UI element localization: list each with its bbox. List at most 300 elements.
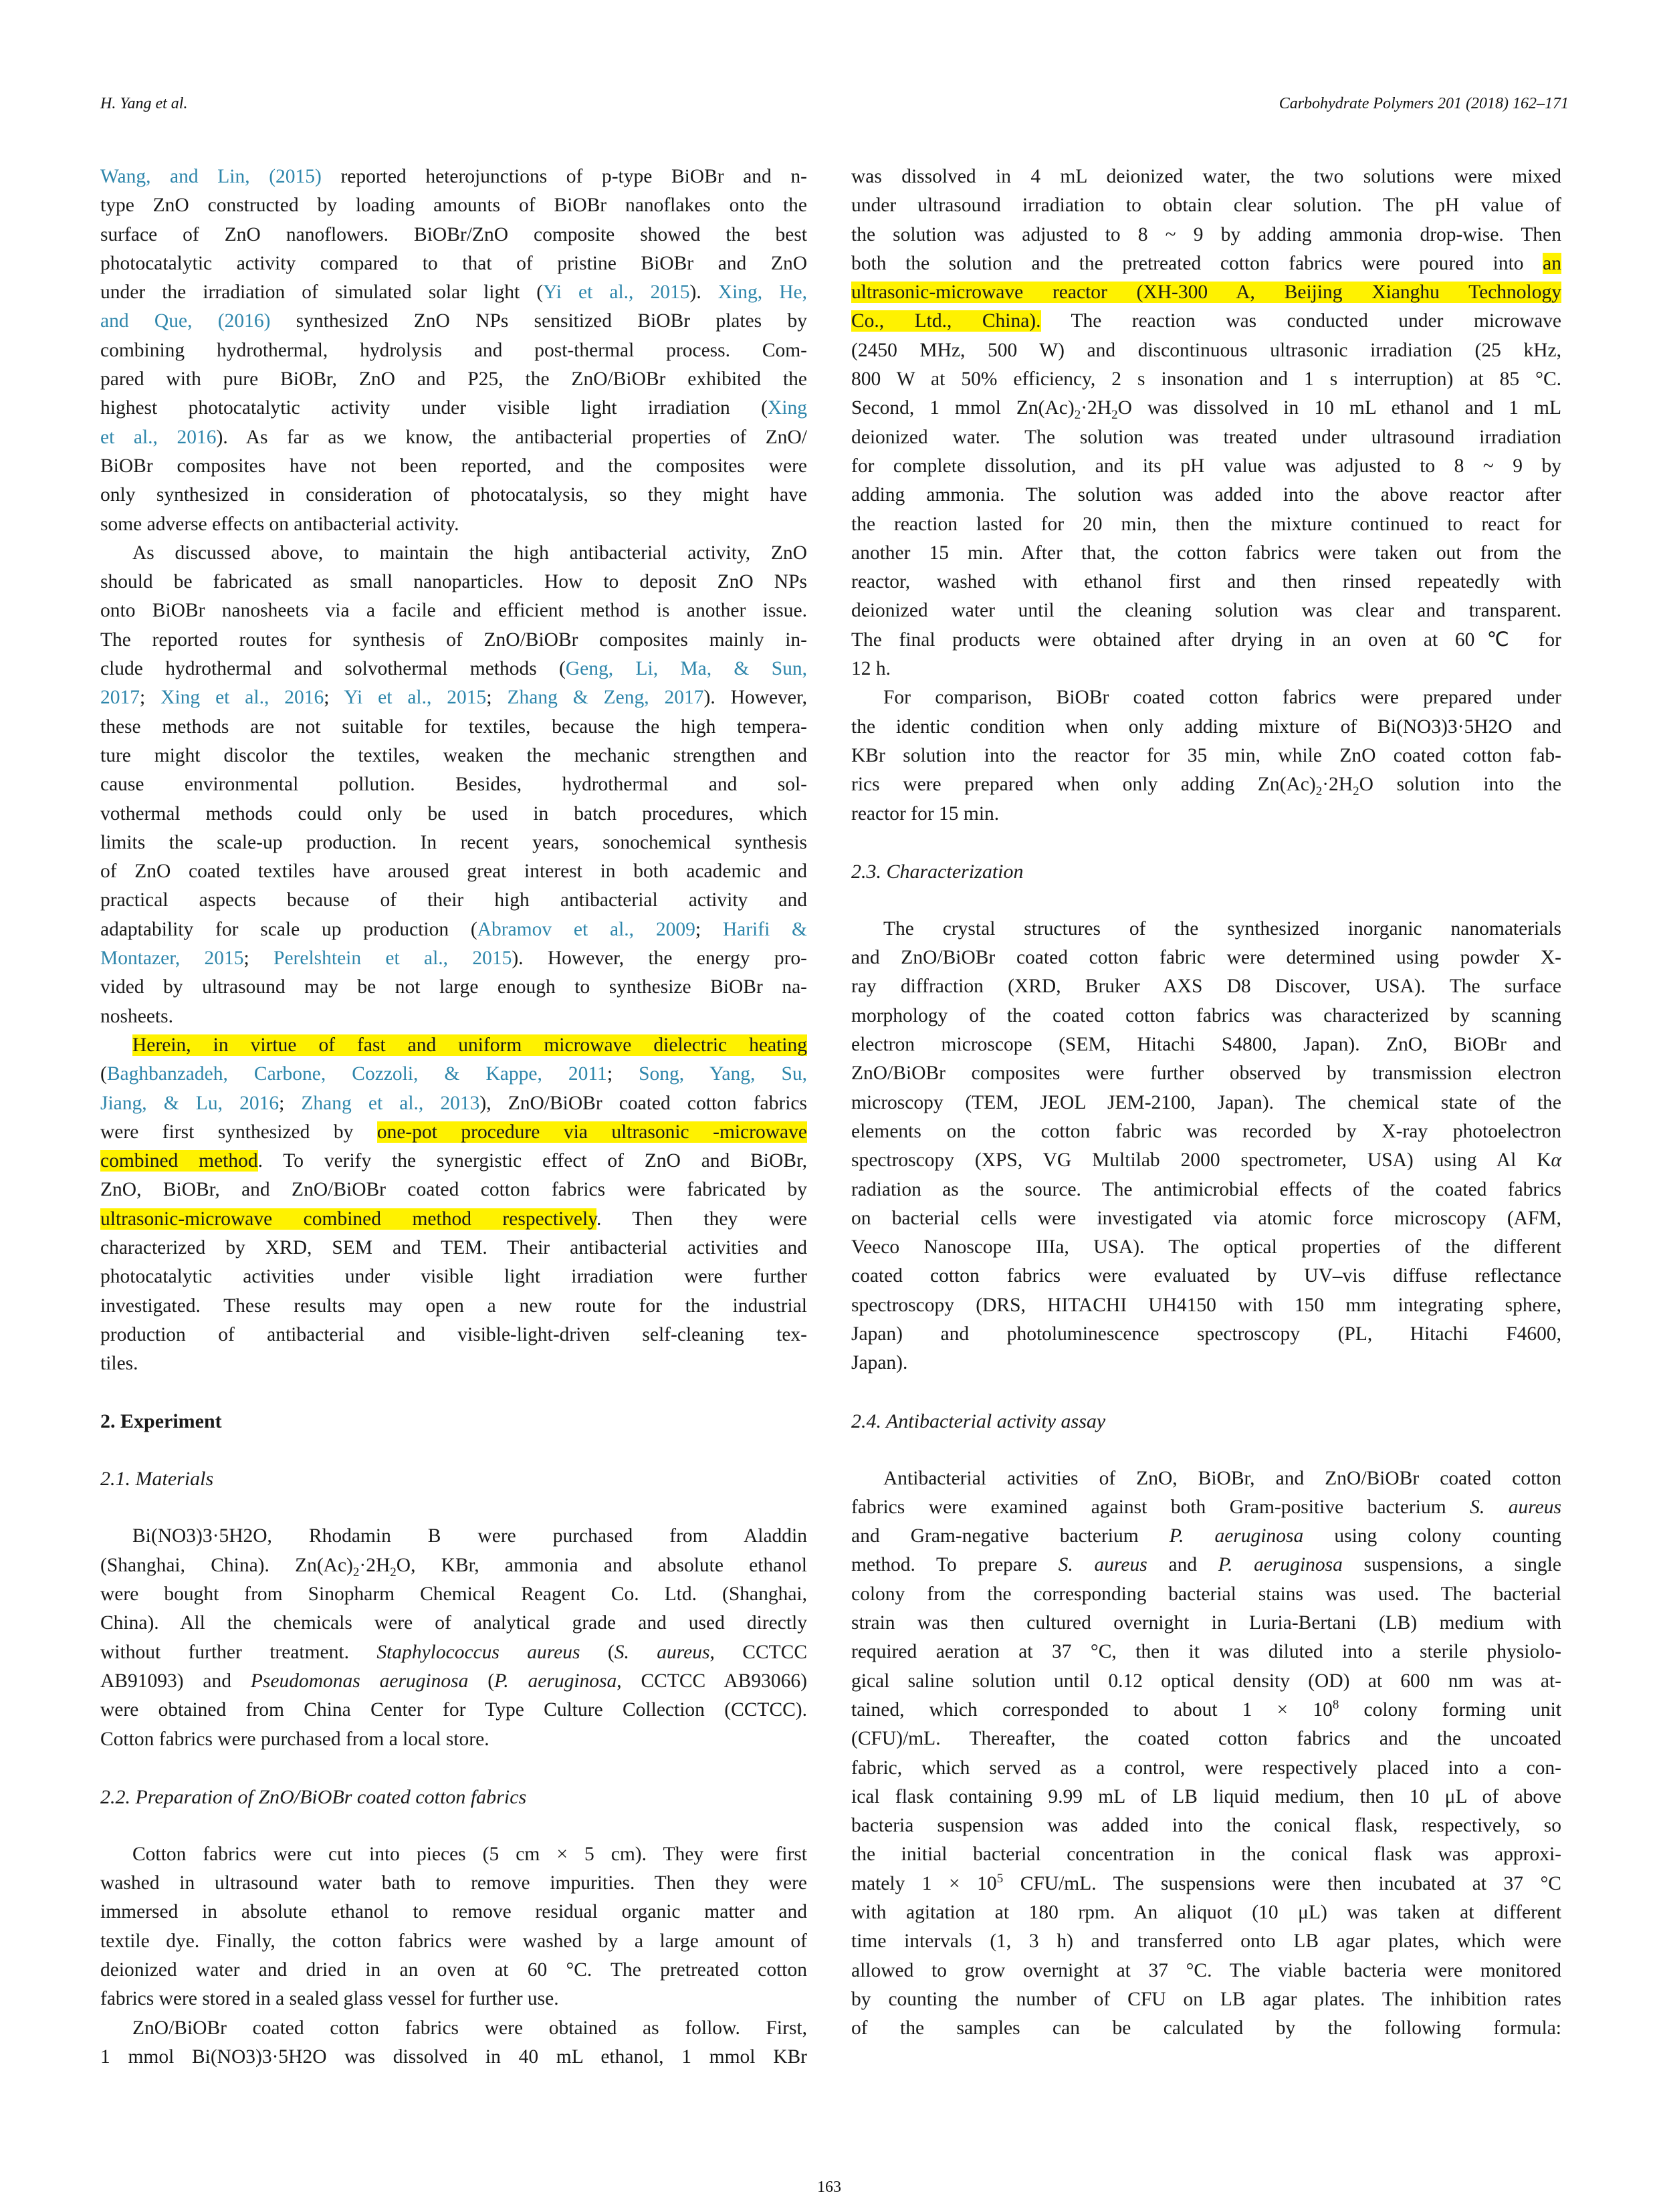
text-line (100, 539, 807, 568)
italic-text: P. aeruginosa (1218, 1554, 1343, 1576)
text-line (851, 191, 1561, 220)
citation-link[interactable]: Song, Yang, Su, (639, 1063, 807, 1085)
text-line (851, 539, 1561, 568)
text-line (851, 1725, 1561, 1753)
subscript: 2 (352, 1565, 360, 1579)
text-span: nosheets. (100, 1005, 173, 1027)
text-span: under ultrasound irradiation to obtain clear solution. The pH value of (851, 195, 1561, 217)
text-line (100, 1696, 807, 1725)
text-line (100, 249, 807, 278)
citation-link[interactable]: Zhang et al., 2013 (301, 1092, 480, 1114)
text-line (100, 1060, 807, 1089)
text-line (851, 596, 1561, 625)
text-span: The reaction was conducted under microwave (1040, 310, 1561, 332)
text-line (100, 423, 807, 452)
text-line (851, 655, 1561, 683)
text-span: vothermal methods could only be used in batch procedures, which (100, 802, 807, 824)
text-span: ray diffraction (XRD, Bruker AXS D8 Discover, USA). The surface (851, 976, 1561, 998)
text-line (100, 1234, 807, 1262)
text-line (100, 800, 807, 828)
text-span: on bacterial cells were investigated via atomic force microscopy (AFM, (851, 1207, 1561, 1229)
text-line (100, 1869, 807, 1898)
text-line (851, 307, 1561, 336)
text-line (851, 1059, 1561, 1088)
section-spacer (100, 1493, 807, 1522)
text-line (851, 1580, 1561, 1609)
text-span: were bought from Sinopharm Chemical Reagent Co. Ltd. (Shanghai, (100, 1583, 807, 1606)
section-spacer (851, 886, 1561, 915)
text-span: ( (468, 1670, 495, 1692)
citation-link[interactable]: Geng, Li, Ma, & Sun, (565, 658, 807, 680)
italic-text: P. aeruginosa (494, 1670, 617, 1692)
text-span: pared with pure BiOBr, ZnO and P25, the ZnO/BiOBr exhibited the (100, 368, 807, 391)
text-span: and ZnO/BiOBr coated cotton fabric were determined using powder X- (851, 947, 1561, 969)
paragraph (100, 162, 807, 539)
text-span: ZnO/BiOBr coated cotton fabrics were obtained as follow. First, (132, 2017, 807, 2039)
text-line (851, 1667, 1561, 1696)
citation-link[interactable]: Xing et al., 2016 (160, 687, 324, 709)
text-span: ; (695, 918, 723, 940)
text-line (100, 1349, 807, 1378)
text-line (851, 1233, 1561, 1262)
citation-link[interactable]: Harifi & (722, 918, 808, 940)
text-span: were obtained from China Center for Type Culture Collection (CCTCC). (100, 1699, 807, 1721)
text-span: investigated. These results may open a new route for the industrial (100, 1295, 807, 1317)
text-span: by counting the number of CFU on LB agar plates. The inhibition rates (851, 1988, 1561, 2010)
text-line (851, 1176, 1561, 1204)
highlighted-text: Herein, in virtue of fast and uniform microwave dielectric heating (132, 1034, 807, 1056)
text-span: these methods are not suitable for textiles, because the high tempera- (100, 715, 807, 738)
text-span: ·2H (1081, 397, 1112, 419)
text-span: ZnO, BiOBr, and ZnO/BiOBr coated cotton fabrics were fabricated by (100, 1179, 807, 1201)
text-line (851, 1349, 1561, 1377)
text-span: As discussed above, to maintain the high antibacterial activity, ZnO (132, 542, 807, 564)
text-span: vided by ultrasound may be not large enough to synthesize BiOBr na- (100, 976, 807, 998)
text-span: was dissolved in 4 mL deionized water, the two solutions were mixed (851, 166, 1561, 187)
text-span: were first synthesized by (100, 1121, 377, 1143)
text-line (851, 1927, 1561, 1956)
text-span: fabrics were stored in a sealed glass vessel for further use. (100, 1988, 559, 2010)
text-span: spectroscopy (DRS, HITACHI UH4150 with 150 mm integrating sphere, (851, 1294, 1561, 1316)
citation-link[interactable]: Yi et al., 2015 (344, 687, 487, 709)
text-line (100, 394, 807, 423)
text-line (851, 365, 1561, 394)
text-line (100, 1031, 807, 1060)
citation-link[interactable]: Wang, and Lin, (2015) (100, 166, 322, 187)
citation-link[interactable]: Xing (768, 397, 807, 419)
text-line (100, 1321, 807, 1349)
running-header-journal: Carbohydrate Polymers 201 (2018) 162–171 (1279, 95, 1569, 112)
text-span: suspensions, a single (1342, 1554, 1561, 1576)
text-span: some adverse effects on antibacterial activity. (100, 513, 459, 535)
text-span: Antibacterial activities of ZnO, BiOBr, and ZnO/BiOBr coated cotton (883, 1467, 1561, 1489)
subscript: 2 (1353, 784, 1359, 799)
subscript: 2 (390, 1565, 397, 1579)
text-span: rics were prepared when only adding Zn(Ac) (851, 774, 1316, 796)
text-line (100, 1551, 807, 1580)
paragraph (851, 1464, 1561, 2043)
text-line (851, 1609, 1561, 1638)
text-line (100, 742, 807, 770)
superscript: 8 (1332, 1698, 1339, 1712)
text-span: ·2H (1322, 774, 1353, 796)
citation-link[interactable]: Zhang & Zeng, 2017 (507, 687, 704, 709)
text-span: only synthesized in consideration of photocatalysis, so they might have (100, 484, 807, 506)
text-line (851, 944, 1561, 972)
text-line (100, 1205, 807, 1234)
text-span: Bi(NO3)3·5H2O, Rhodamin B were purchased from Aladdin (132, 1525, 807, 1547)
text-line (100, 307, 807, 336)
highlighted-text: an (1543, 252, 1561, 274)
section-spacer (851, 828, 1561, 857)
text-line (100, 568, 807, 596)
text-span: adaptability for scale up production ( (100, 918, 477, 940)
paragraph (851, 683, 1561, 828)
right-column (851, 162, 1561, 2043)
text-line (851, 770, 1561, 799)
text-line (851, 1262, 1561, 1291)
text-line (851, 452, 1561, 481)
text-span: ·2H (359, 1554, 391, 1576)
text-line (851, 394, 1561, 423)
citation-link[interactable]: Jiang, & Lu, 2016 (100, 1092, 280, 1114)
text-span: BiOBr composites have not been reported, and the composites were (100, 455, 807, 477)
text-span: synthesized ZnO NPs sensitized BiOBr plates by (270, 310, 807, 332)
text-line (100, 1638, 807, 1667)
text-span: surface of ZnO nanoflowers. BiOBr/ZnO composite showed the best (100, 223, 807, 245)
highlighted-text: ultrasonic-microwave combined method respectively (100, 1208, 597, 1230)
text-span: elements on the cotton fabric was recorded by X-ray photoelectron (851, 1120, 1561, 1142)
text-line (100, 1898, 807, 1926)
text-span: ). However, (703, 687, 807, 709)
text-line (100, 336, 807, 365)
text-span: coated cotton fabrics were evaluated by UV–vis diffuse reflectance (851, 1265, 1561, 1287)
highlighted-text: one-pot procedure via ultrasonic -microwave (376, 1121, 807, 1143)
text-span: of the samples can be calculated by the following formula: (851, 2017, 1561, 2039)
text-span: deionized water. The solution was treated under ultrasound irradiation (851, 426, 1561, 448)
text-line (100, 944, 807, 973)
text-span: method. To prepare (851, 1554, 1059, 1576)
paragraph (100, 539, 807, 1031)
text-span: O was dissolved in 10 mL ethanol and 1 mL (1117, 397, 1562, 419)
text-span: the solution was adjusted to 8 ~ 9 by adding ammonia drop-wise. Then (851, 223, 1561, 245)
text-span: KBr solution into the reactor for 35 min, while ZnO coated cotton fab- (851, 744, 1561, 766)
text-line (100, 452, 807, 481)
text-span: ). As far as we know, the antibacterial properties of ZnO/ (216, 426, 807, 448)
text-span: clude hydrothermal and solvothermal methods ( (100, 658, 566, 680)
text-line (100, 828, 807, 857)
citation-link[interactable]: et al., 2016 (100, 426, 217, 448)
text-span: reported heterojunctions of p-type BiOBr and n- (321, 166, 807, 187)
text-span: gical saline solution until 0.12 optical density (OD) at 600 nm was at- (851, 1670, 1561, 1692)
text-line (100, 1840, 807, 1869)
text-line (851, 1957, 1561, 1985)
citation-link[interactable]: Baghbanzadeh, Carbone, Cozzoli, & Kappe, 2011 (106, 1063, 607, 1085)
text-span: photocatalytic activity compared to that of pristine BiOBr and ZnO (100, 252, 807, 274)
text-line (100, 1522, 807, 1551)
text-span: and Gram-negative bacterium (851, 1525, 1170, 1547)
text-span: practical aspects because of their high antibacterial activity and (100, 889, 807, 911)
subsection-heading: 2.4. Antibacterial activity assay (851, 1410, 1106, 1432)
text-line (851, 2014, 1561, 2043)
text-span: strain was then cultured overnight in Luria-Bertani (LB) medium with (851, 1612, 1561, 1634)
text-span: ; (279, 1092, 302, 1114)
text-span: Cotton fabrics were purchased from a local store. (100, 1728, 489, 1750)
text-span: O, KBr, ammonia and absolute ethanol (396, 1554, 808, 1576)
text-line (851, 1638, 1561, 1666)
paragraph (851, 915, 1561, 1378)
text-line (851, 800, 1561, 828)
text-line (100, 886, 807, 915)
italic-text: Pseudomonas aeruginosa (250, 1670, 469, 1692)
highlighted-text: combined method (100, 1150, 258, 1172)
subscript: 2 (1111, 408, 1118, 423)
text-span: limits the scale-up production. In recent years, sonochemical synthesis (100, 831, 807, 853)
text-span: fabric, which served as a control, were respectively placed into a con- (851, 1757, 1561, 1779)
text-line (100, 1985, 807, 2013)
text-line (100, 365, 807, 394)
text-span: (Shanghai, China). Zn(Ac) (100, 1554, 353, 1576)
text-span: Cotton fabrics were cut into pieces (5 cm × 5 cm). They were first (132, 1843, 807, 1865)
text-span: ZnO/BiOBr composites were further observed by transmission electron (851, 1063, 1561, 1085)
text-span: electron microscope (SEM, Hitachi S4800, Japan). ZnO, BiOBr and (851, 1034, 1561, 1056)
text-span: under the irradiation of simulated solar light ( (100, 282, 544, 304)
text-line (100, 857, 807, 886)
text-span: . Then they were (596, 1208, 807, 1230)
section-spacer (100, 1811, 807, 1840)
text-line (100, 626, 807, 655)
text-line (851, 1146, 1561, 1175)
text-line (851, 1551, 1561, 1579)
text-line (851, 1811, 1561, 1840)
text-span: colony from the corresponding bacterial stains was used. The bacterial (851, 1583, 1561, 1605)
text-span: ( (580, 1641, 615, 1663)
text-span: mately 1 × 10 (851, 1872, 997, 1894)
text-span: ). However, the energy pro- (512, 948, 807, 970)
text-line (851, 1117, 1561, 1146)
paragraph (100, 1840, 807, 2014)
text-line (100, 1580, 807, 1609)
superscript: 5 (996, 1871, 1004, 1886)
text-span: radiation as the source. The antimicrobial effects of the coated fabrics (851, 1178, 1561, 1200)
text-span: for complete dissolution, and its pH value was adjusted to 8 ~ 9 by (851, 455, 1561, 477)
text-line (851, 1089, 1561, 1117)
text-span: tained, which corresponded to about 1 × 10 (851, 1698, 1333, 1721)
italic-text: P. aeruginosa (1169, 1525, 1304, 1547)
text-line (851, 626, 1561, 655)
text-line (851, 1522, 1561, 1551)
text-span: The final products were obtained after drying in an oven at 60℃ for (851, 629, 1561, 651)
text-span: ; (324, 687, 344, 709)
text-line (851, 972, 1561, 1001)
text-span: adding ammonia. The solution was added into the above reactor after (851, 484, 1561, 506)
text-line (100, 278, 807, 307)
citation-link[interactable]: Montazer, 2015 (100, 948, 244, 970)
text-line (100, 1089, 807, 1118)
text-line (851, 423, 1561, 452)
text-span: AB91093) and (100, 1670, 251, 1692)
text-span: spectroscopy (XPS, VG Multilab 2000 spectrometer, USA) using Al K (851, 1149, 1551, 1172)
text-line (851, 1002, 1561, 1030)
text-line (100, 915, 807, 944)
text-line (851, 742, 1561, 770)
text-span: and (1147, 1554, 1218, 1576)
text-line (851, 1696, 1561, 1725)
text-span: 1 mmol Bi(NO3)3·5H2O was dissolved in 40 mL ethanol, 1 mmol KBr (100, 2045, 807, 2068)
text-line (851, 1204, 1561, 1233)
text-span: type ZnO constructed by loading amounts of BiOBr nanoflakes onto the (100, 195, 807, 217)
citation-link[interactable]: 2017 (100, 687, 140, 709)
text-line (100, 1147, 807, 1176)
text-span: photocatalytic activities under visible light irradiation were further (100, 1266, 807, 1288)
text-line (851, 336, 1561, 365)
text-line (100, 1609, 807, 1638)
text-line (851, 1840, 1561, 1869)
section-heading: 2. Experiment (100, 1410, 222, 1433)
text-span: with agitation at 180 rpm. An aliquot (10 μL) was taken at different (851, 1902, 1561, 1924)
text-span: deionized water and dried in an oven at 60 °C. The pretreated cotton (100, 1959, 807, 1981)
text-line (851, 1464, 1561, 1493)
citation-link[interactable]: Perelshtein et al., 2015 (273, 948, 512, 970)
text-line (851, 1030, 1561, 1059)
text-line (851, 510, 1561, 539)
text-span: immersed in absolute ethanol to remove residual organic matter and (100, 1901, 807, 1923)
citation-link[interactable]: and Que, (2016) (100, 310, 271, 332)
paragraph (100, 1522, 807, 1753)
text-line (100, 1002, 807, 1031)
text-span: allowed to grow overnight at 37 °C. The viable bacteria were monitored (851, 1959, 1561, 1981)
italic-text: S. aureus (614, 1641, 710, 1663)
text-span: (2450 MHz, 500 W) and discontinuous ultrasonic irradiation (25 kHz, (851, 339, 1561, 361)
highlighted-text: Co., Ltd., China). (851, 310, 1041, 332)
text-line (851, 683, 1561, 712)
text-line (851, 1783, 1561, 1811)
text-span: Japan) and photoluminescence spectroscopy (PL, Hitachi F4600, (851, 1323, 1561, 1345)
text-span: deionized water until the cleaning solution was clear and transparent. (851, 600, 1561, 622)
citation-link[interactable]: Abramov et al., 2009 (477, 918, 695, 940)
text-span: should be fabricated as small nanoparticles. How to deposit ZnO NPs (100, 571, 807, 593)
text-span: characterized by XRD, SEM and TEM. Their antibacterial activities and (100, 1236, 807, 1258)
text-span: combining hydrothermal, hydrolysis and post-thermal process. Com- (100, 339, 807, 361)
text-line (100, 510, 807, 539)
text-span: cause environmental pollution. Besides, hydrothermal and sol- (100, 774, 807, 796)
text-span: production of antibacterial and visible-light-driven self-cleaning tex- (100, 1323, 807, 1345)
text-line (851, 1291, 1561, 1320)
text-span: ), ZnO/BiOBr coated cotton fabrics (479, 1092, 807, 1114)
text-span: ; (486, 687, 508, 709)
section-spacer (100, 1436, 807, 1464)
text-span: reactor, washed with ethanol first and then rinsed repeatedly with (851, 571, 1561, 593)
section-spacer (100, 1378, 807, 1407)
text-line (100, 2043, 807, 2072)
text-line (100, 1262, 807, 1291)
text-line (851, 568, 1561, 596)
text-line (100, 2014, 807, 2043)
citation-link[interactable]: Xing, He, (717, 282, 808, 304)
text-span: textile dye. Finally, the cotton fabrics were washed by a large amount of (100, 1930, 807, 1952)
text-line (100, 162, 807, 191)
text-span: ; (140, 687, 161, 709)
text-span: 12 h. (851, 658, 891, 680)
section-spacer (851, 1436, 1561, 1464)
text-span: washed in ultrasound water bath to remove impurities. Then they were (100, 1872, 807, 1894)
text-line (851, 162, 1561, 191)
text-span: highest photocatalytic activity under visible light irradiation ( (100, 397, 768, 419)
text-span: Japan). (851, 1352, 908, 1374)
subsection-heading: 2.3. Characterization (851, 860, 1024, 883)
text-span: of ZnO coated textiles have aroused great interest in both academic and (100, 861, 807, 883)
left-column (100, 162, 807, 2072)
text-span: another 15 min. After that, the cotton fabrics were taken out from the (851, 542, 1561, 564)
text-span: microscopy (TEM, JEOL JEM-2100, Japan). The chemical state of the (851, 1091, 1561, 1113)
text-span: bacteria suspension was added into the conical flask, respectively, so (851, 1815, 1561, 1837)
text-span: using colony counting (1303, 1525, 1562, 1547)
text-line (100, 1725, 807, 1754)
text-line (851, 278, 1561, 307)
text-span: (CFU)/mL. Thereafter, the coated cotton fabrics and the uncoated (851, 1728, 1561, 1750)
text-span: reactor for 15 min. (851, 802, 1000, 824)
text-line (851, 1754, 1561, 1783)
text-span: ; (243, 948, 274, 970)
text-line (100, 713, 807, 742)
citation-link[interactable]: Yi et al., 2015 (543, 282, 690, 304)
text-line (851, 1870, 1561, 1898)
text-span: both the solution and the pretreated cotton fabrics were poured into (851, 252, 1543, 274)
text-span: ). (689, 282, 718, 304)
text-span: the reaction lasted for 20 min, then the mixture continued to react for (851, 513, 1561, 535)
section-spacer (100, 1754, 807, 1783)
paragraph (100, 2014, 807, 2072)
subscript: 2 (1074, 408, 1081, 423)
text-span: China). All the chemicals were of analytical grade and used directly (100, 1612, 807, 1634)
text-line (100, 1118, 807, 1147)
text-line (851, 1898, 1561, 1927)
text-span: Veeco Nanoscope IIIa, USA). The optical properties of the different (851, 1236, 1561, 1258)
text-span: ture might discolor the textiles, weaken the mechanic strengthen and (100, 744, 807, 766)
text-span: required aeration at 37 °C, then it was diluted into a sterile physiolo- (851, 1641, 1561, 1663)
text-line (100, 1956, 807, 1985)
text-line (851, 915, 1561, 944)
subsection-heading: 2.2. Preparation of ZnO/BiOBr coated cotton fabrics (100, 1785, 527, 1808)
italic-text: α (1551, 1149, 1561, 1172)
text-line (100, 481, 807, 510)
page-number: 163 (817, 2179, 841, 2196)
text-span: the identic condition when only adding mixture of Bi(NO3)3·5H2O and (851, 715, 1561, 738)
text-span: O solution into the (1359, 774, 1561, 796)
text-line (851, 481, 1561, 510)
italic-text: Staphylococcus aureus (376, 1641, 580, 1663)
text-span: tiles. (100, 1353, 138, 1375)
text-line (100, 596, 807, 625)
text-span: The reported routes for synthesis of ZnO/BiOBr composites mainly in- (100, 629, 807, 651)
text-line (851, 713, 1561, 742)
paragraph (100, 1031, 807, 1379)
text-span: onto BiOBr nanosheets via a facile and efficient method is another issue. (100, 600, 807, 622)
text-span: . To verify the synergistic effect of ZnO and BiOBr, (257, 1150, 807, 1172)
text-line (851, 1985, 1561, 2014)
text-span: , CCTCC AB93066) (617, 1670, 808, 1692)
text-line (851, 221, 1561, 249)
text-line (851, 249, 1561, 278)
italic-text: S. aureus (1470, 1496, 1561, 1518)
text-span: morphology of the coated cotton fabrics was characterized by scanning (851, 1004, 1561, 1026)
text-line (851, 1493, 1561, 1522)
running-header-authors: H. Yang et al. (100, 95, 188, 112)
text-span: , CCTCC (709, 1641, 808, 1663)
text-span: Second, 1 mmol Zn(Ac) (851, 397, 1075, 419)
paragraph (851, 162, 1561, 683)
subscript: 2 (1315, 784, 1323, 799)
